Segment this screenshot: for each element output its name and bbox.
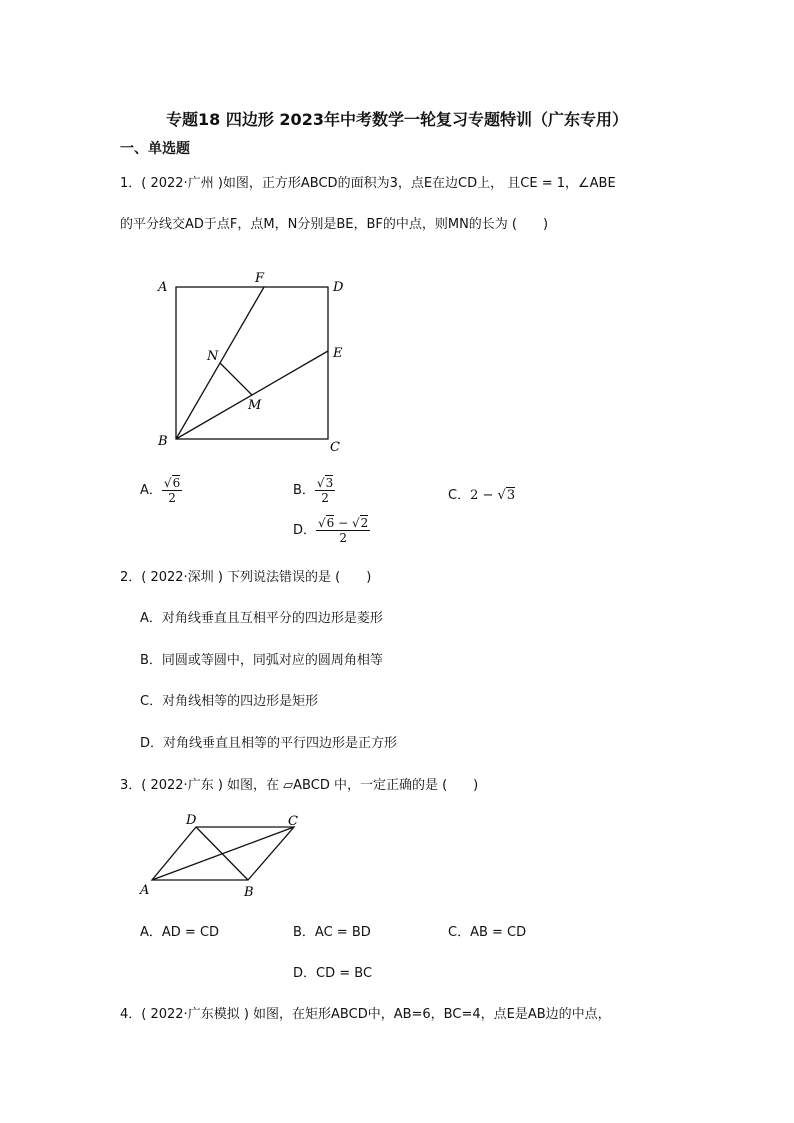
q1-option-c[interactable]: C．2 − √3: [448, 488, 516, 503]
q3-parallelogram-figure: [138, 810, 318, 902]
q2-option-a[interactable]: A．对角线垂直且互相平分的四边形是菱形: [140, 611, 383, 626]
q3-option-d[interactable]: D．CD = BC: [293, 966, 373, 981]
q4-stem: 4．( 2022·广东模拟 ) 如图，在矩形ABCD中，AB=6，BC=4，点E是AB边的中点，: [120, 1007, 611, 1022]
q1-option-a[interactable]: A． $\frac{√6}{2}$: [140, 476, 181, 505]
q3-option-a[interactable]: A．AD = CD: [140, 925, 220, 940]
q2-option-d[interactable]: D．对角线垂直且相等的平行四边形是正方形: [140, 736, 398, 751]
label-c: C: [330, 440, 340, 455]
label-a: A: [140, 883, 150, 898]
frac-sqrt6-minus-sqrt2-over-2: $\frac{√6 - √2}{2}$: [318, 516, 369, 545]
label-d: D: [186, 813, 197, 828]
label-f: F: [255, 271, 265, 286]
segment-mn: [220, 363, 252, 395]
q2-option-b[interactable]: B．同圆或等圆中，同弧对应的圆周角相等: [140, 653, 383, 668]
q3-option-c[interactable]: C．AB = CD: [448, 925, 527, 940]
q3-option-b[interactable]: B．AC = BD: [293, 925, 371, 940]
q1-stem-line1: 1．( 2022·广州 )如图，正方形ABCD的面积为3，点E在边CD上， 且CE = 1，∠ABE: [120, 176, 616, 191]
q2-stem: 2．( 2022·深圳 ) 下列说法错误的是 ( ): [120, 570, 372, 585]
label-b: B: [244, 885, 254, 900]
q1-option-b[interactable]: B． $\frac{√3}{2}$: [293, 476, 334, 505]
label-c: C: [288, 814, 298, 829]
label-a: A: [158, 280, 168, 295]
frac-sqrt3-over-2: $\frac{√3}{2}$: [316, 476, 334, 505]
frac-sqrt6-over-2: $\frac{√6}{2}$: [163, 476, 181, 505]
diagonal-bd: [196, 827, 248, 880]
section-heading: 一、单选题: [120, 141, 190, 157]
label-b: B: [158, 434, 168, 449]
label-n: N: [207, 349, 219, 364]
q2-option-c[interactable]: C．对角线相等的四边形是矩形: [140, 694, 319, 709]
label-d: D: [333, 280, 344, 295]
label-e: E: [333, 346, 343, 361]
q1-option-d[interactable]: D． $\frac{√6 - √2}{2}$: [293, 516, 369, 545]
q1-square-figure: [150, 265, 360, 455]
label-m: M: [248, 398, 262, 413]
page-title: 专题18 四边形 2023年中考数学一轮复习专题特训（广东专用）: [166, 110, 628, 129]
q1-stem-line2: 的平分线交AD于点F，点M，N分别是BE，BF的中点，则MN的长为 ( ): [120, 217, 549, 232]
q3-stem: 3．( 2022·广东 ) 如图，在 ▱ABCD 中，一定正确的是 ( ): [120, 778, 479, 793]
square-abcd: [176, 287, 328, 439]
